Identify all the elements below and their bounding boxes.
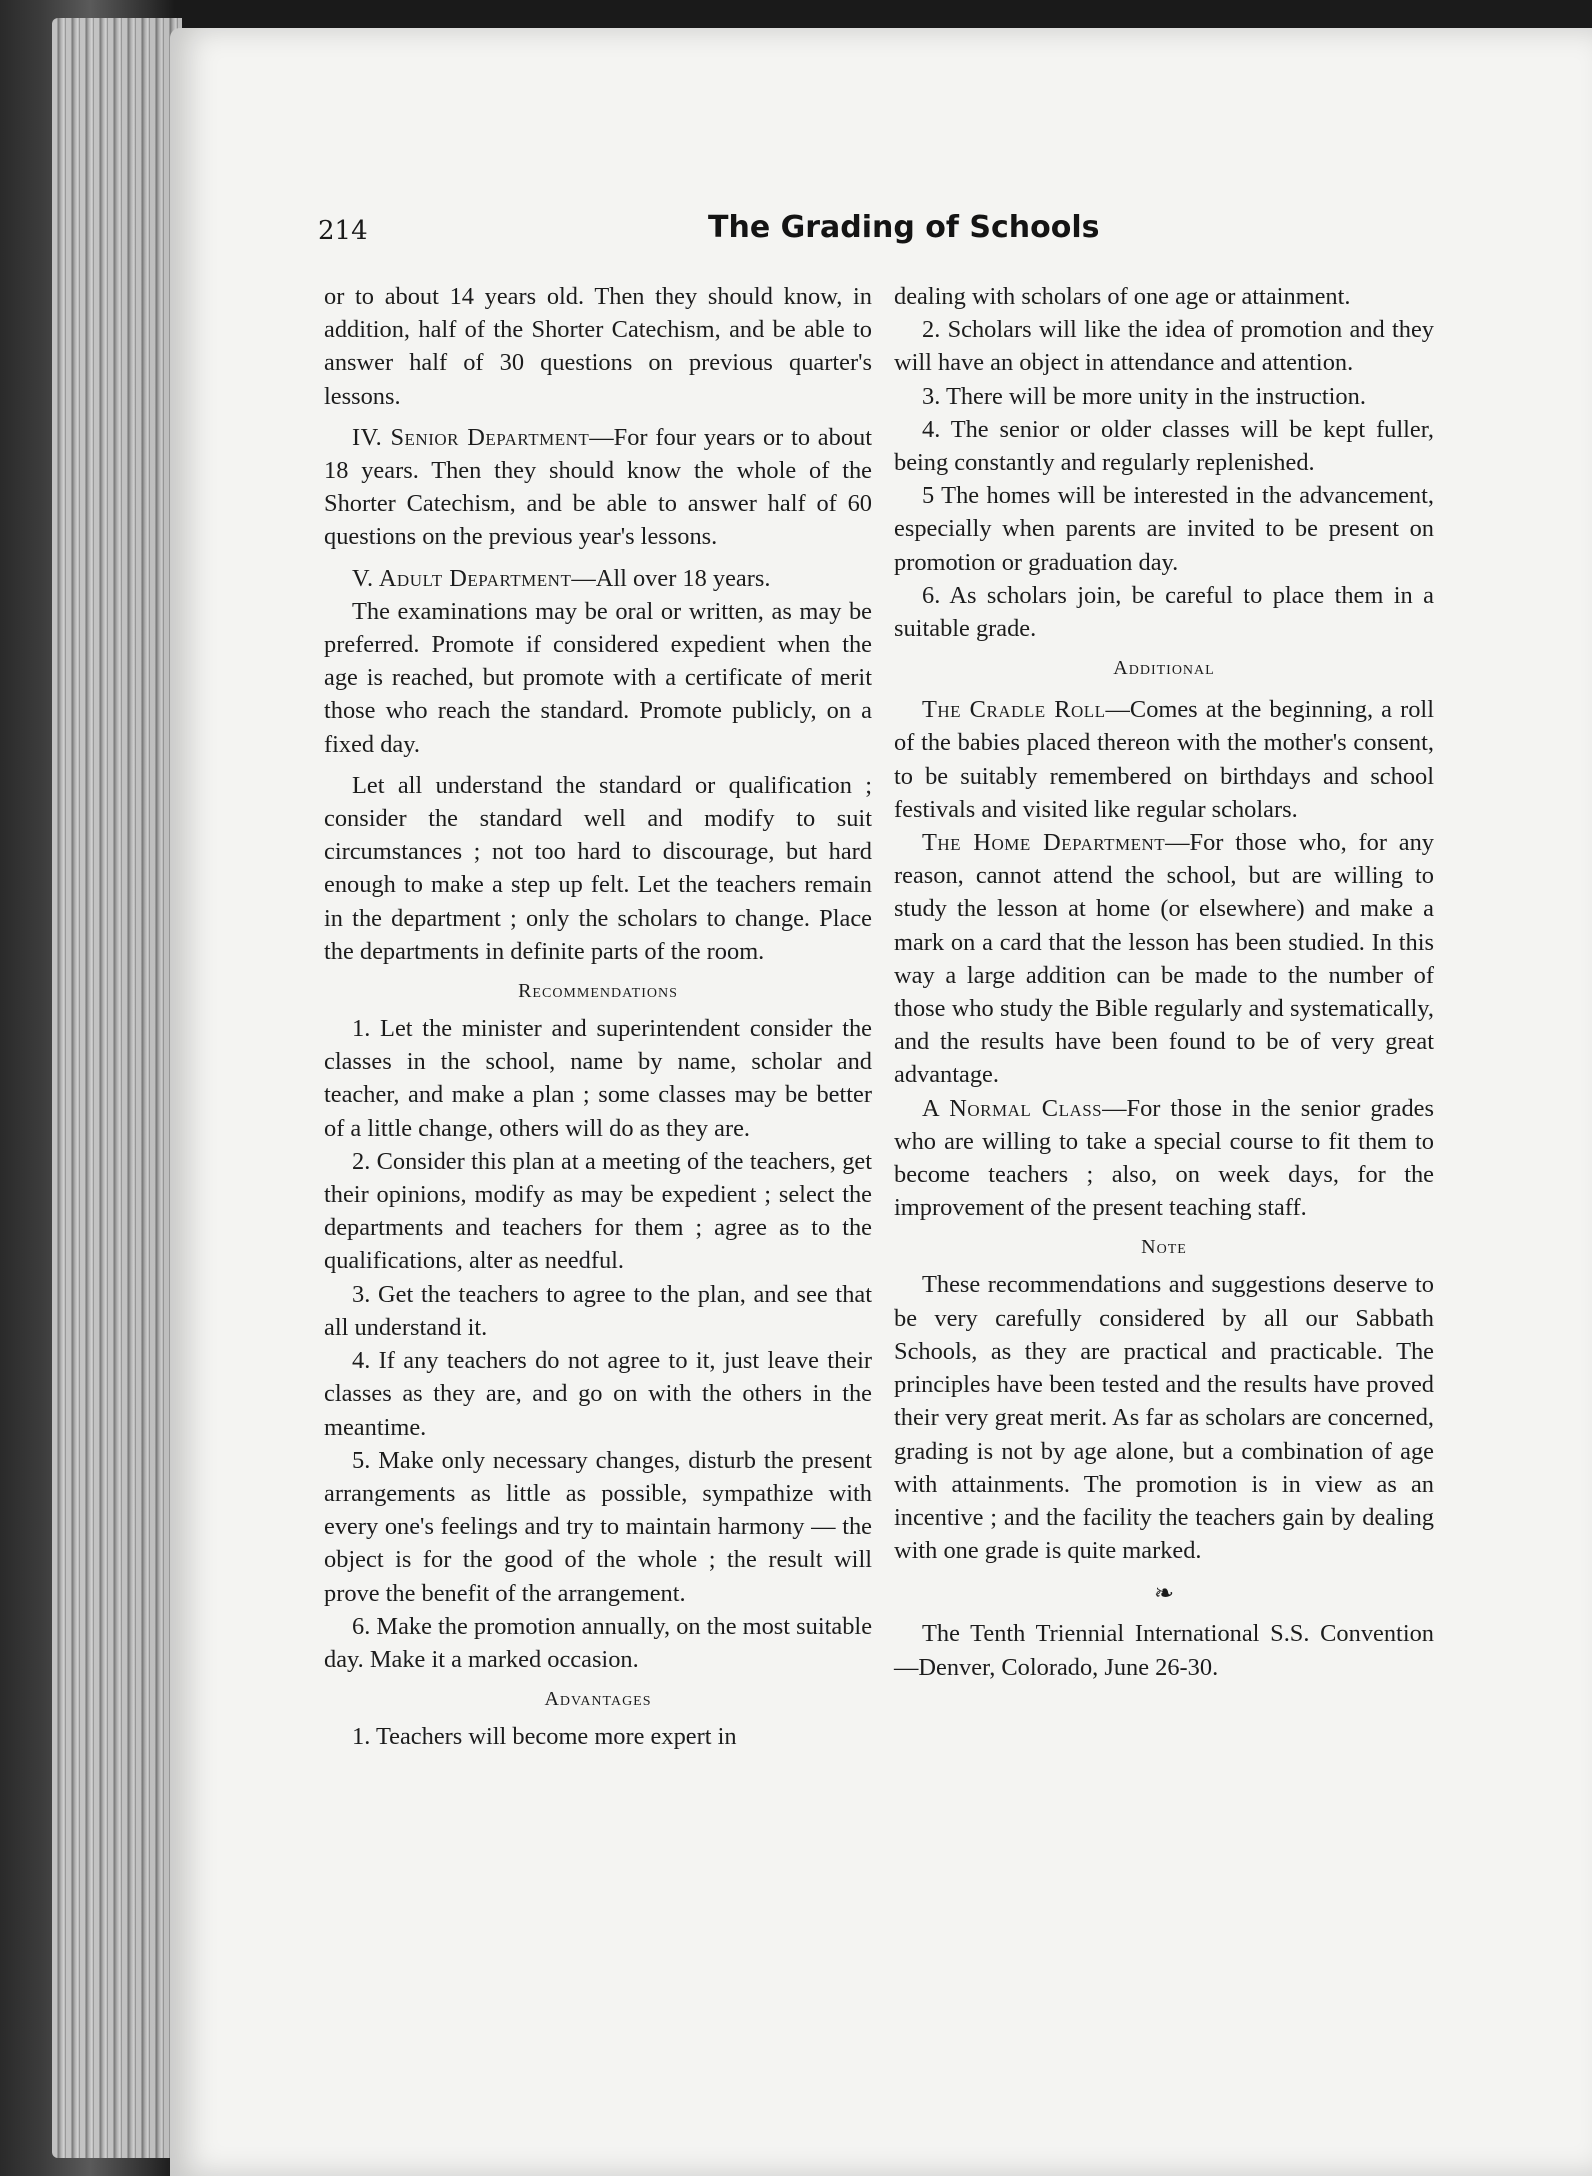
advantage-item: 4. The senior or older classes will be kept fuller, being constantly and regularly replenished. bbox=[894, 415, 1434, 477]
recommendations-heading: Recommendations bbox=[518, 980, 678, 1003]
paragraph: or to about 14 years old. Then they should know, in addition, half of the Shorter Catechism, and be able to answer half of 30 questions on previous quarter's lessons. bbox=[324, 283, 872, 410]
right-column bbox=[894, 280, 1434, 1684]
cradle-roll-lead: The Cradle Roll bbox=[922, 696, 1106, 724]
running-title: The Grading of Schools bbox=[708, 210, 1100, 245]
advantages-heading: Advantages bbox=[544, 1688, 652, 1711]
left-column bbox=[324, 280, 872, 1753]
senior-department-lead: IV. Senior Department bbox=[352, 423, 590, 451]
senior-department-text: —For four years or to about 18 years. Then they should know the whole of the Shorter Catechism, and be able to answer half of 60 questions on the previous year's lessons. bbox=[324, 423, 872, 551]
note-heading: Note bbox=[1141, 1236, 1187, 1259]
recommendation-item: 5. Make only necessary changes, disturb the present arrangements as little as possible, sympathize with every one's feelings and try to maintain harmony — the object is for the good of the whole ; the result will prove the benefit of the arrangement. bbox=[324, 1446, 872, 1607]
paragraph-normal-class bbox=[894, 1092, 1434, 1225]
advantage-item: 3. There will be more unity in the instruction. bbox=[922, 382, 1366, 410]
adult-department-text: —All over 18 years. bbox=[571, 564, 771, 592]
book-page-edges bbox=[52, 18, 182, 2158]
home-department-lead: The Home Department bbox=[922, 829, 1166, 857]
advantage-item: 6. As scholars join, be careful to place them in a suitable grade. bbox=[894, 581, 1434, 643]
paragraph-cradle-roll bbox=[894, 693, 1434, 826]
advantage-item: 5 The homes will be interested in the advancement, especially when parents are invited to be present on promotion or graduation day. bbox=[894, 482, 1434, 576]
normal-class-text: —For those in the senior grades who are willing to take a special course to fit them to become teachers ; also, on week days, for the improvement of the present teaching staff. bbox=[894, 1094, 1434, 1222]
recommendation-item: 3. Get the teachers to agree to the plan, and see that all understand it. bbox=[324, 1280, 872, 1341]
recommendation-item: 6. Make the promotion annually, on the most suitable day. Make it a marked occasion. bbox=[324, 1612, 873, 1673]
cradle-roll-text: —Comes at the beginning, a roll of the babies placed thereon with the mother's consent, to be suitably remembered on birthdays and school festivals and visited like regular scholars. bbox=[894, 696, 1434, 823]
home-department-text: —For those who, for any reason, cannot attend the school, but are willing to study the lesson at home (or elsewhere) and make a mark on a card that the lesson has been studied. In this way a large addition can be made to the number of those who study the Bible regularly and systematically, and the results have been found to be of very great advantage. bbox=[894, 829, 1434, 1089]
paragraph-senior-department bbox=[324, 421, 872, 554]
additional-heading: Additional bbox=[1113, 657, 1215, 680]
note-paragraph: These recommendations and suggestions deserve to be very carefully considered by all our Sabbath Schools, as they are practical and practicable. The principles have been tested and the results have proved their very great merit. As far as scholars are concerned, grading is not by age alone, but a combination of age with attainments. The promotion is in view as an incentive ; and the facility the teachers gain by dealing with one grade is quite marked. bbox=[894, 1271, 1434, 1565]
recommendation-item: 4. If any teachers do not agree to it, just leave their classes as they are, and go on with the others in the meantime. bbox=[324, 1347, 872, 1441]
paragraph: The examinations may be oral or written, as may be preferred. Promote if considered expedient when the age is reached, but promote with a certificate of merit those who reach the standard. Promote publicly, on a fixed day. bbox=[324, 597, 872, 758]
paragraph-home-department bbox=[894, 826, 1434, 1092]
adult-department-lead: V. Adult Department bbox=[352, 564, 572, 592]
recommendation-item: 2. Consider this plan at a meeting of the teachers, get their opinions, modify as may be expedient ; select the departments and teachers for them ; agree as to the qualifications, alter as needful. bbox=[324, 1147, 872, 1275]
ornament-fleuron-icon: ❧ bbox=[1153, 1581, 1175, 1608]
page-header bbox=[318, 210, 1478, 260]
normal-class-lead: A Normal Class bbox=[922, 1094, 1103, 1122]
advantage-item: 1. Teachers will become more expert in bbox=[352, 1723, 737, 1751]
page-number: 214 bbox=[318, 216, 368, 246]
convention-notice: The Tenth Triennial International S.S. Convention—Denver, Colorado, June 26-30. bbox=[894, 1620, 1434, 1681]
advantage-item: 2. Scholars will like the idea of promotion and they will have an object in attendance and attention. bbox=[894, 316, 1434, 377]
recommendation-item: 1. Let the minister and superintendent consider the classes in the school, name by name, scholar and teacher, and make a plan ; some classes may be better of a little change, others will do as they are. bbox=[324, 1015, 872, 1142]
scan-top-edge bbox=[1330, 0, 1592, 30]
advantage-item-continued: dealing with scholars of one age or attainment. bbox=[894, 283, 1351, 310]
paragraph: Let all understand the standard or qualification ; consider the standard well and modify to suit circumstances ; not too hard to discourage, but hard enough to make a step up felt. Let the teachers remain in the department ; only the scholars to change. Place the departments in definite parts of the room. bbox=[324, 771, 872, 965]
paragraph-adult-department bbox=[324, 562, 872, 595]
